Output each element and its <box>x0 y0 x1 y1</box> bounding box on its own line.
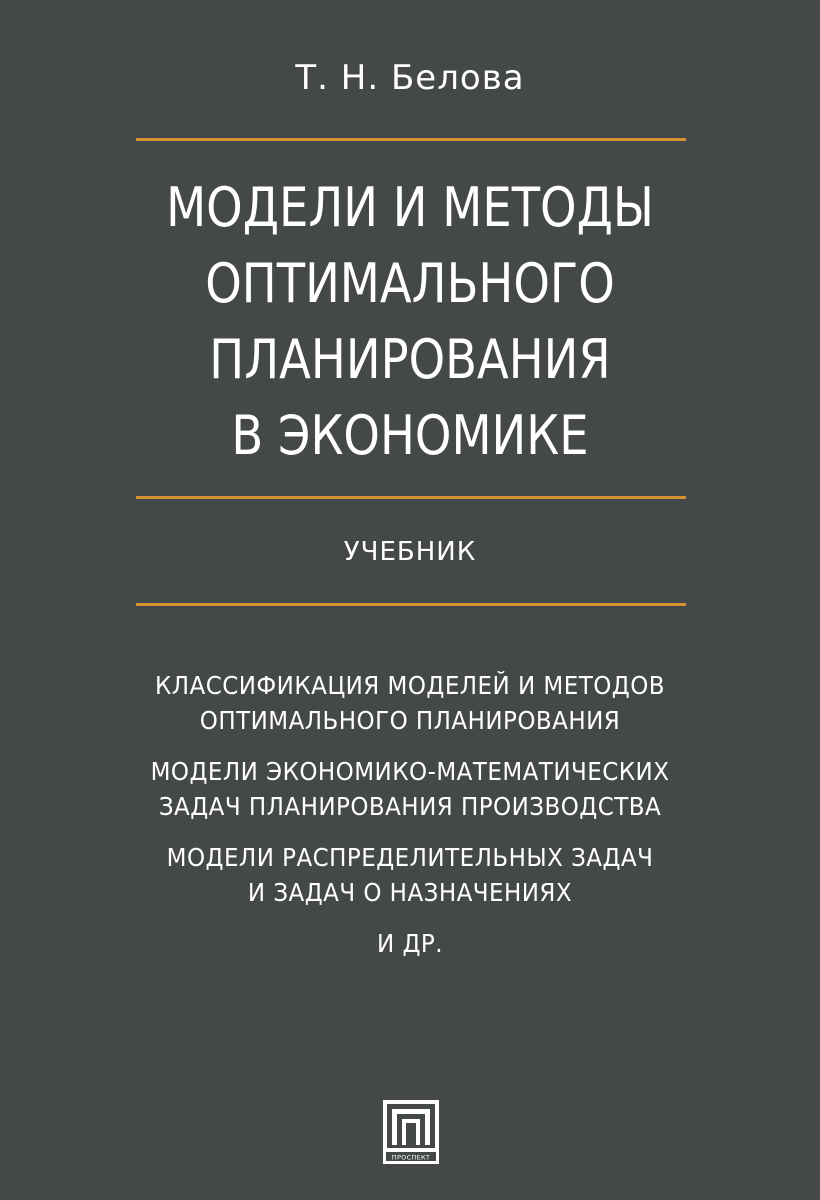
book-title <box>109 170 711 474</box>
title-line: МОДЕЛИ И МЕТОДЫ <box>166 176 654 239</box>
topic-item <box>88 840 732 910</box>
topic-item <box>88 926 732 961</box>
divider-bottom <box>136 603 686 606</box>
publisher-name: ПРОСПЕКТ <box>391 1153 431 1162</box>
topics-list <box>88 668 732 977</box>
book-genre: УЧЕБНИК <box>343 537 477 567</box>
divider-top <box>136 138 686 141</box>
publisher-logo-icon <box>383 1100 439 1164</box>
topic-line: МОДЕЛИ ЭКОНОМИКО-МАТЕМАТИЧЕСКИХ <box>150 757 670 786</box>
topic-line: И ЗАДАЧ О НАЗНАЧЕНИЯХ <box>247 878 573 907</box>
topic-item <box>88 668 732 738</box>
topic-line: И ДР. <box>377 929 443 958</box>
divider-middle <box>136 496 686 499</box>
author-name: Т. Н. Белова <box>295 58 525 98</box>
topic-line: ОПТИМАЛЬНОГО ПЛАНИРОВАНИЯ <box>199 706 621 735</box>
title-line: ОПТИМАЛЬНОГО <box>205 252 615 315</box>
topic-line: ЗАДАЧ ПЛАНИРОВАНИЯ ПРОИЗВОДСТВА <box>158 792 662 821</box>
topic-line: МОДЕЛИ РАСПРЕДЕЛИТЕЛЬНЫХ ЗАДАЧ <box>166 843 654 872</box>
title-line: В ЭКОНОМИКЕ <box>231 404 589 467</box>
topic-item <box>88 754 732 824</box>
title-line: ПЛАНИРОВАНИЯ <box>209 328 611 391</box>
topic-line: КЛАССИФИКАЦИЯ МОДЕЛЕЙ И МЕТОДОВ <box>154 671 666 700</box>
